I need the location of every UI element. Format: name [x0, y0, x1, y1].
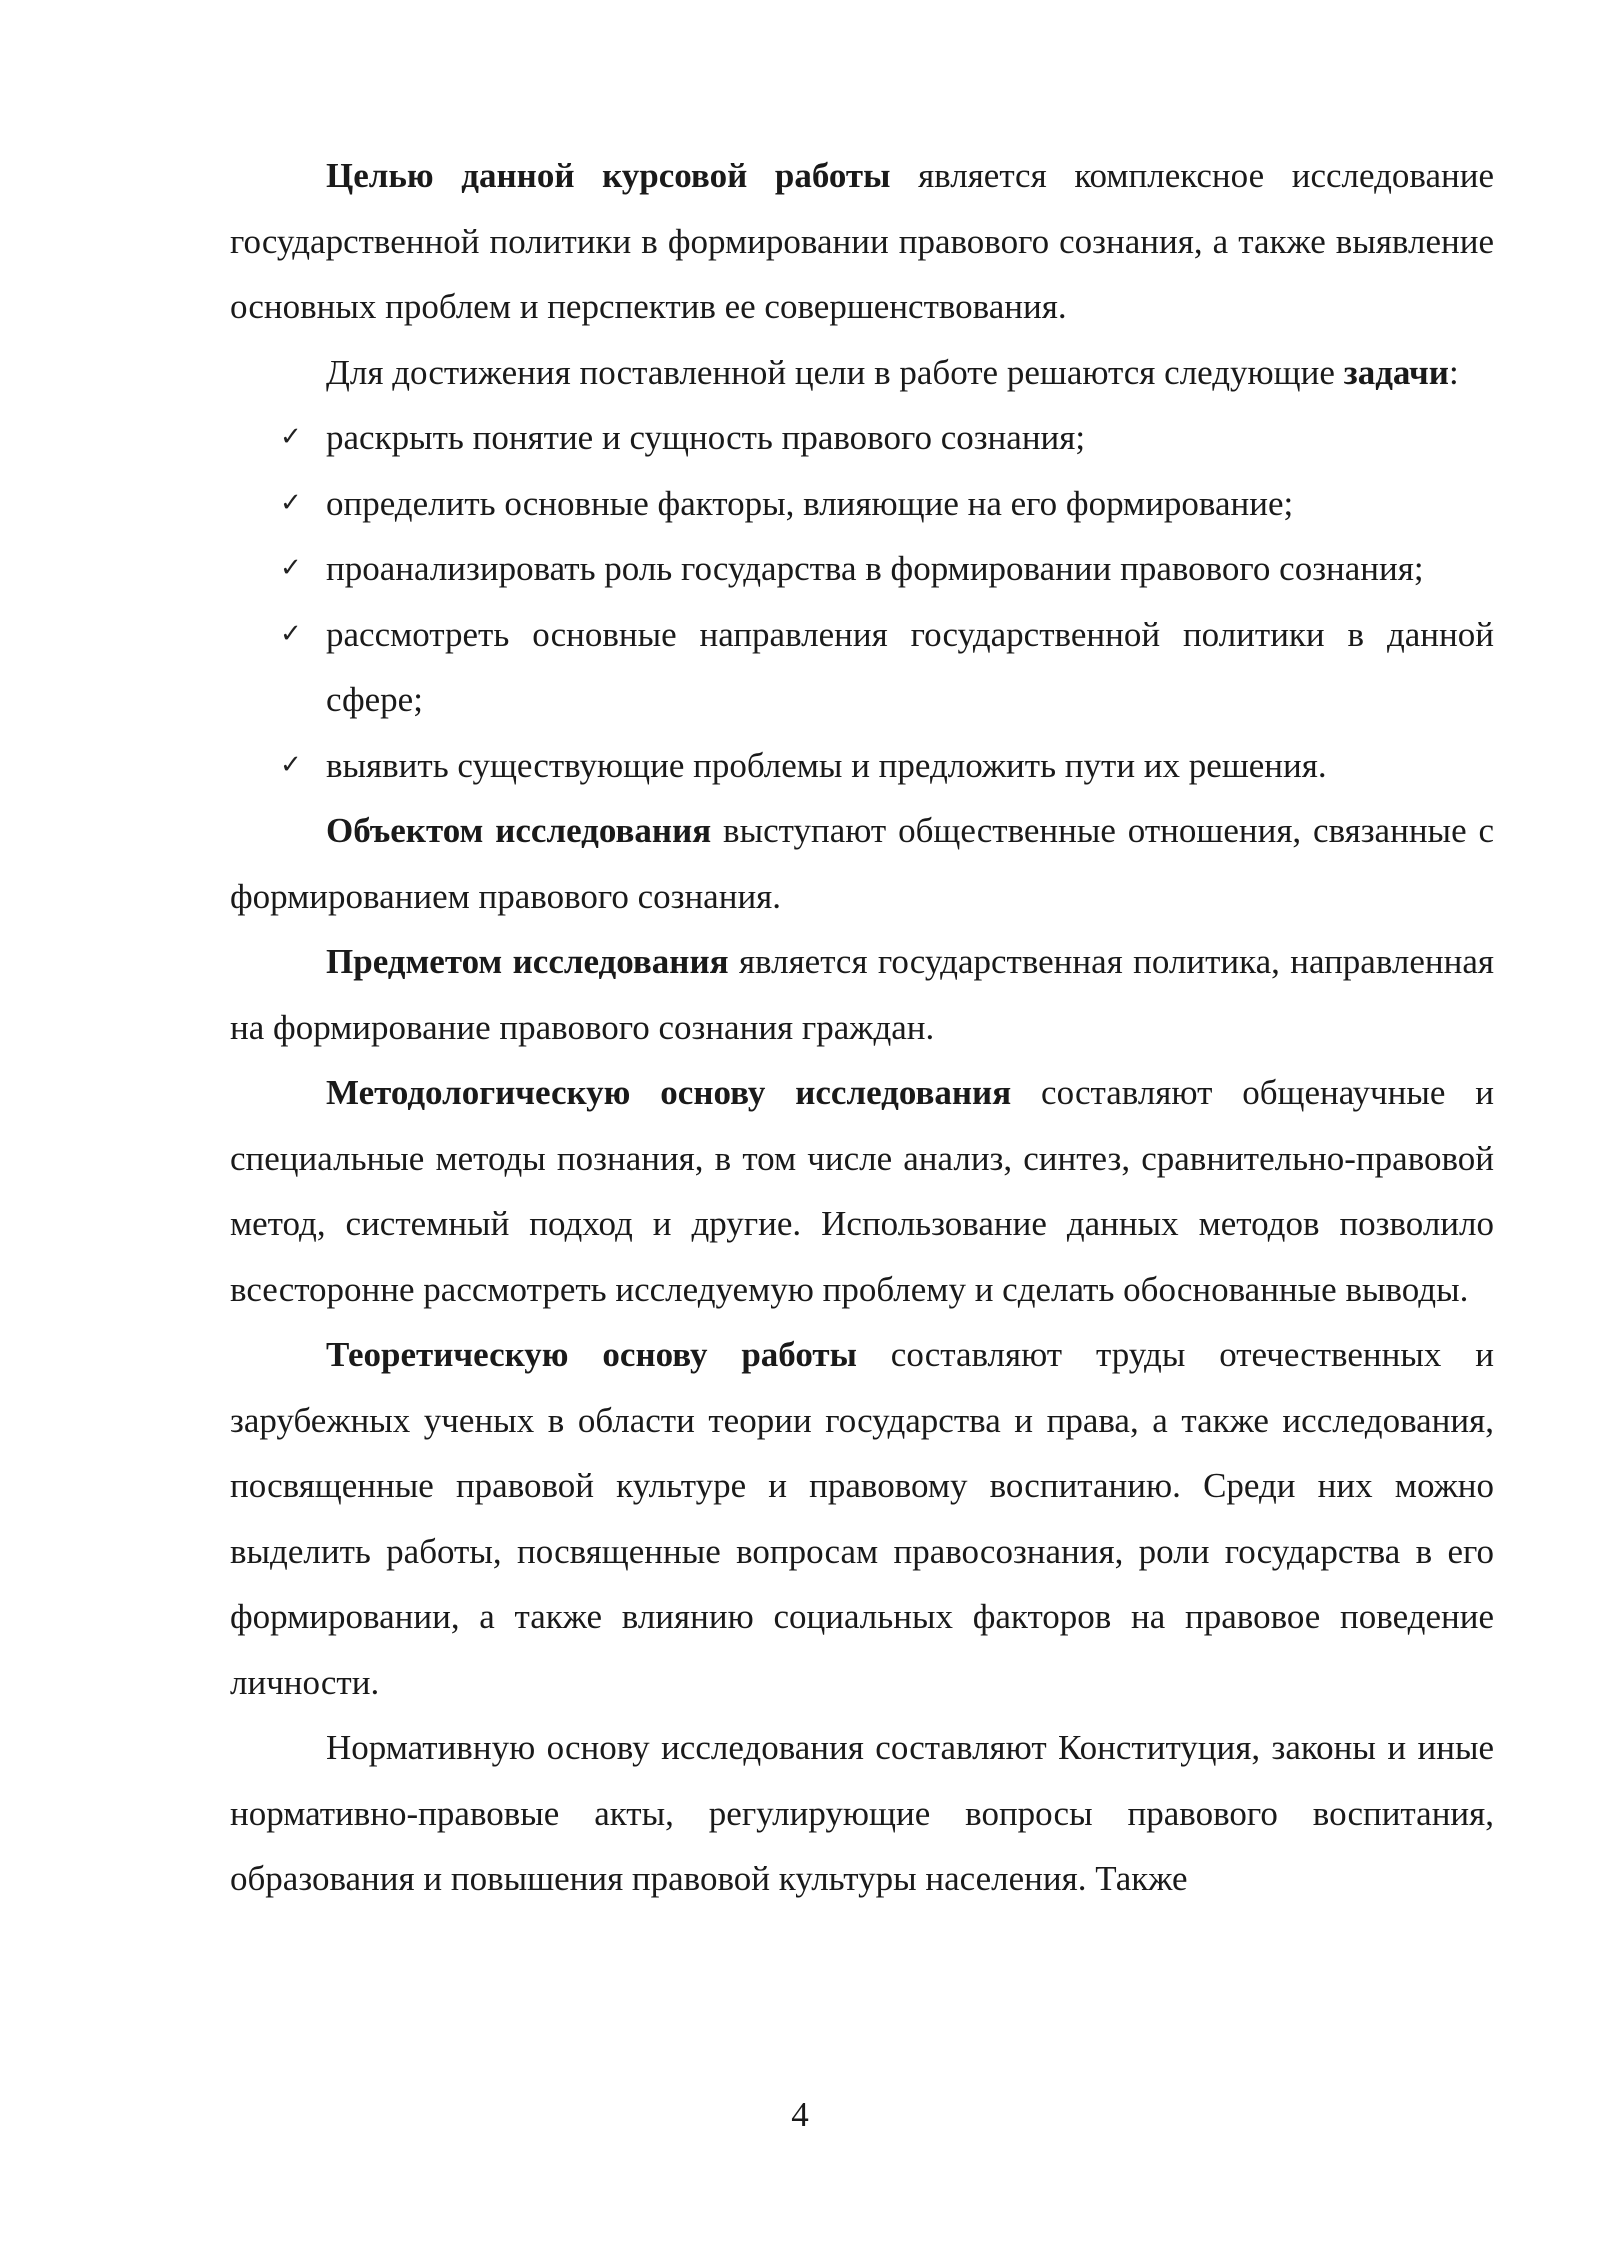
task-text: выявить существующие проблемы и предложить пути их решения. [326, 745, 1327, 785]
paragraph-theory [230, 1322, 1494, 1715]
checkmark-icon: ✓ [280, 487, 302, 518]
paragraph-goal [230, 143, 1494, 340]
checkmark-icon: ✓ [280, 553, 302, 583]
page-number: 4 [791, 2095, 809, 2134]
list-item [230, 602, 1494, 733]
list-item [230, 405, 1494, 471]
goal-text: является комплексное исследование государственной политики в формировании правового сознания, а также выявление основных проблем и перспектив ее совершенствования. [230, 156, 1494, 326]
paragraph-normative [230, 1715, 1494, 1912]
theory-heading: Теоретическую основу работы [326, 1335, 857, 1374]
list-item [230, 536, 1494, 602]
object-heading: Объектом исследования [326, 811, 712, 850]
theory-text: составляют труды отечественных и зарубежных ученых в области теории государства и права, а также исследования, посвященные правовой культуре и правовому воспитанию. Среди них можно выделить работы, посвященные вопросам правосознания, роли государства в его формировании, а также влиянию социальных факторов на правовое поведение личности. [230, 1335, 1494, 1702]
subject-text: является государственная политика, направленная на формирование правового сознания граждан. [230, 942, 1494, 1047]
paragraph-object [230, 798, 1494, 929]
list-item [230, 733, 1494, 799]
page-content [230, 143, 1494, 1912]
task-text: проанализировать роль государства в формировании правового сознания; [326, 549, 1424, 588]
checkmark-icon: ✓ [280, 618, 302, 649]
task-text: рассмотреть основные направления государственной политики в данной сфере; [326, 614, 1494, 719]
methodology-text: составляют общенаучные и специальные методы познания, в том числе анализ, синтез, сравнительно-правовой метод, системный подход и другие. Использование данных методов позволило всесторонне рассмотреть исследуемую проблему и сделать обоснованные выводы. [230, 1073, 1495, 1309]
methodology-heading: Методологическую основу исследования [326, 1073, 1012, 1112]
object-text: выступают общественные отношения, связанные с формированием правового сознания. [230, 811, 1495, 916]
task-list [230, 405, 1494, 798]
tasks-colon: : [1448, 352, 1459, 392]
paragraph-tasks-intro [230, 340, 1494, 406]
checkmark-icon: ✓ [280, 749, 302, 780]
tasks-heading: задачи [1343, 352, 1449, 392]
normative-text: Нормативную основу исследования составляют Конституция, законы и иные нормативно-правовые акты, регулирующие вопросы правового воспитания, образования и повышения правовой культуры населения. Также [230, 1728, 1494, 1898]
paragraph-subject [230, 929, 1494, 1060]
tasks-intro-text: Для достижения поставленной цели в работе решаются следующие [326, 352, 1344, 392]
task-text: раскрыть понятие и сущность правового сознания; [326, 418, 1086, 457]
subject-heading: Предметом исследования [326, 942, 729, 981]
paragraph-methodology [230, 1060, 1494, 1322]
goal-heading: Целью данной курсовой работы [326, 156, 891, 195]
list-item [230, 471, 1494, 537]
checkmark-icon: ✓ [280, 422, 302, 452]
task-text: определить основные факторы, влияющие на его формирование; [326, 483, 1294, 523]
